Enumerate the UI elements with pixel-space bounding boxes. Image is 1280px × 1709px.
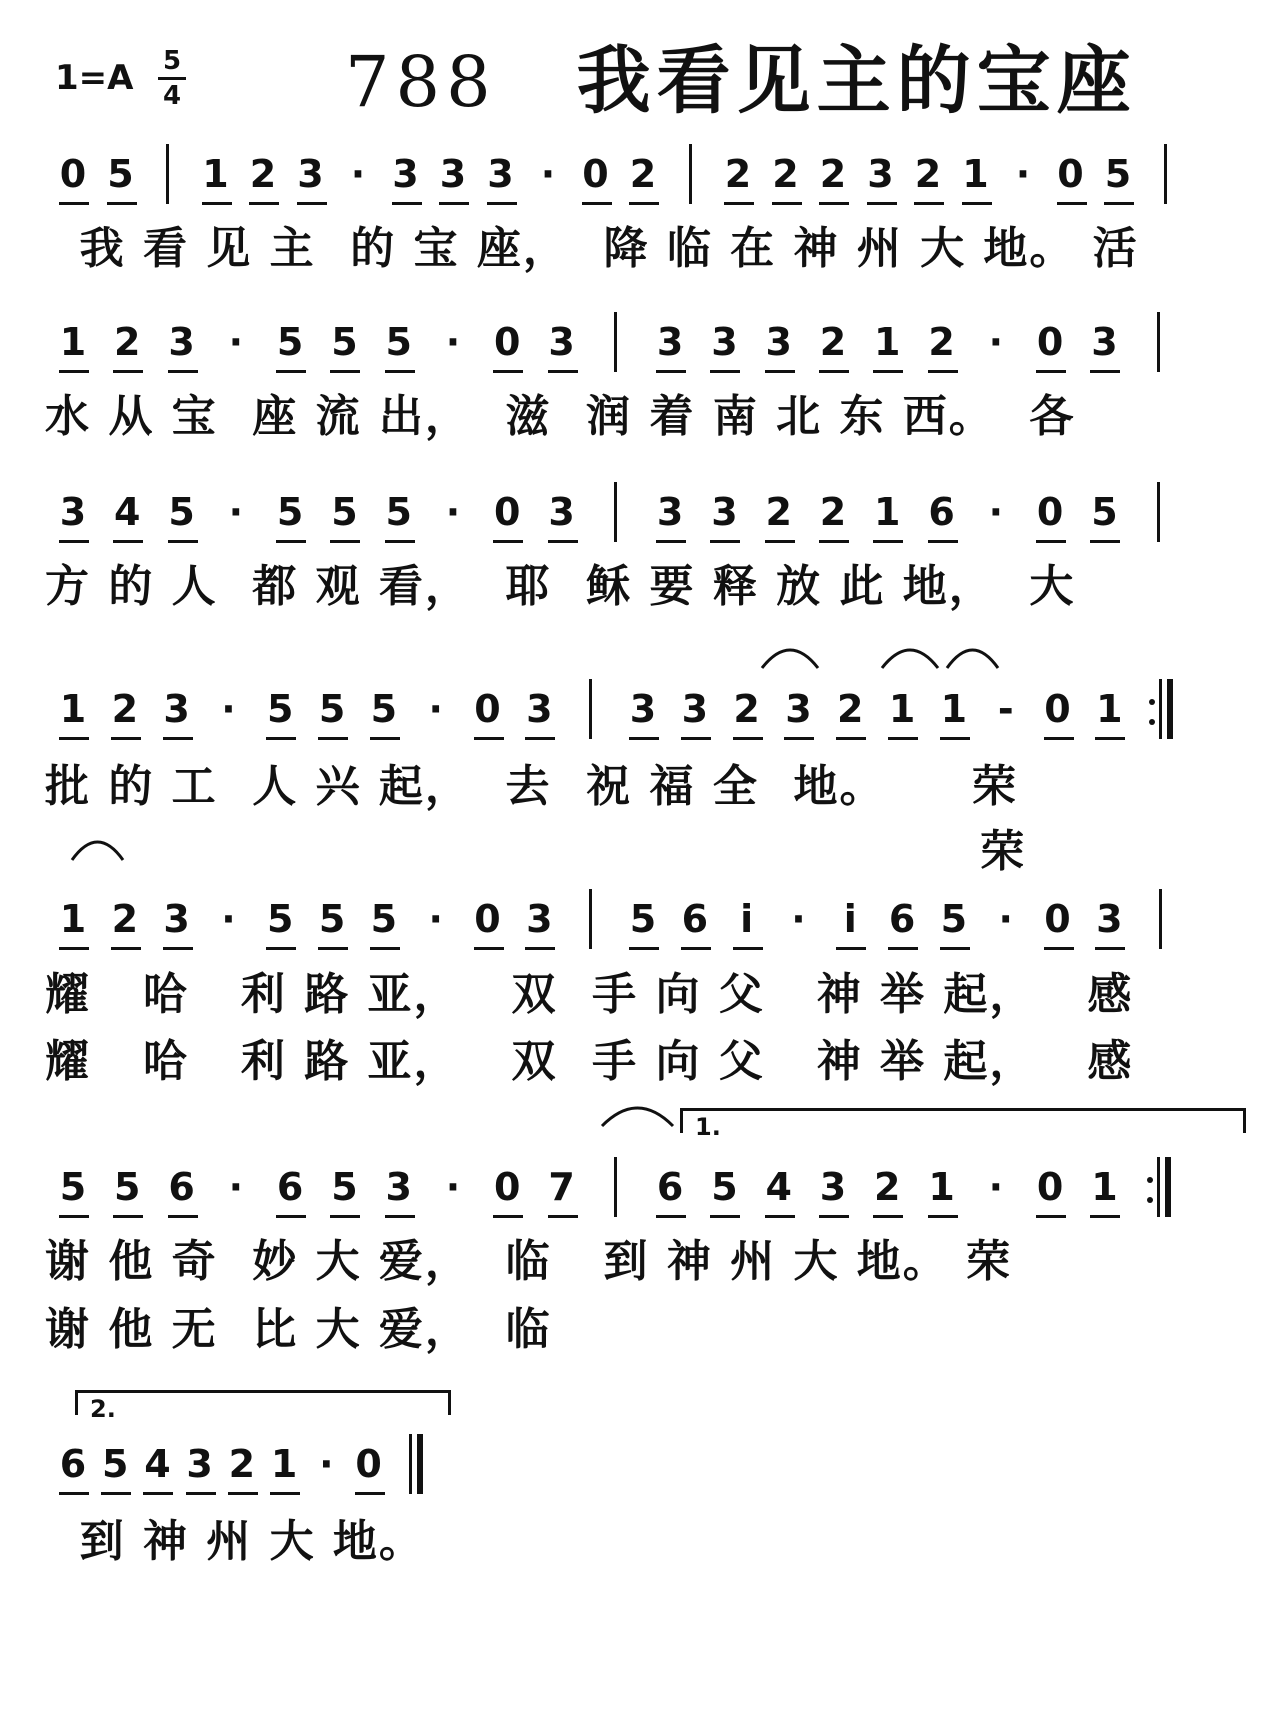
volta-label: 2. xyxy=(90,1395,116,1423)
note: 1 xyxy=(874,490,901,534)
dot: · xyxy=(350,152,366,196)
beam-underline xyxy=(772,202,802,205)
note: 2 xyxy=(629,152,657,196)
beam-underline xyxy=(59,540,89,543)
beam-underline xyxy=(59,202,89,205)
beam-underline xyxy=(819,202,849,205)
note: 0 xyxy=(474,687,501,731)
beam-underline xyxy=(392,202,422,205)
note: 3 xyxy=(656,320,684,364)
beam-underline xyxy=(370,947,400,950)
beam-underline xyxy=(656,370,686,373)
notation-line xyxy=(45,685,1245,745)
note: 5 xyxy=(940,897,968,941)
repeat-dot xyxy=(1147,1197,1153,1203)
lyric-line: 批 的 工 人 兴 起， 去 祝 福 全 地。 荣 xyxy=(45,761,1019,812)
beam-underline xyxy=(266,737,296,740)
note: 2 xyxy=(837,687,864,731)
note: 0 xyxy=(1044,897,1071,941)
beam-underline xyxy=(330,540,360,543)
note: 1 xyxy=(59,897,87,941)
beam-underline xyxy=(318,947,348,950)
lyric-line: 水 从 宝 座 流 出， 滋 润 着 南 北 东 西。 各 xyxy=(45,391,1076,442)
note: 2 xyxy=(819,152,847,196)
note: 5 xyxy=(101,1442,129,1486)
beam-underline xyxy=(656,540,686,543)
note: 4 xyxy=(144,1442,171,1486)
song-title-block xyxy=(345,22,1137,128)
note: 3 xyxy=(681,687,709,731)
note: 3 xyxy=(548,490,575,534)
beam-underline xyxy=(836,737,866,740)
note: 0 xyxy=(582,152,609,196)
lyric-line: 耀 哈 利 路 亚， 双 手 向 父 神 举 起， 感 xyxy=(45,1036,1134,1087)
beam-underline xyxy=(111,947,141,950)
beam-underline xyxy=(629,737,659,740)
lyric-line: 荣 xyxy=(45,826,1027,877)
beam-underline xyxy=(1057,202,1087,205)
note: 3 xyxy=(163,897,190,941)
volta-bracket xyxy=(75,1390,451,1423)
beam-underline xyxy=(710,540,740,543)
beam-underline xyxy=(59,370,89,373)
barline xyxy=(589,889,592,949)
beam-underline xyxy=(493,1215,523,1218)
dot: · xyxy=(319,1442,334,1486)
beam-underline xyxy=(819,540,849,543)
note: 3 xyxy=(548,320,575,364)
dot: · xyxy=(445,490,461,534)
note: 5 xyxy=(1104,152,1132,196)
note: - xyxy=(997,687,1014,731)
note: 3 xyxy=(168,320,195,364)
barline xyxy=(1157,482,1160,542)
note: 6 xyxy=(276,1165,304,1209)
beam-underline xyxy=(276,540,306,543)
beam-underline xyxy=(1044,947,1074,950)
repeat-dot xyxy=(1149,719,1155,725)
note: 5 xyxy=(114,1165,141,1209)
beam-underline xyxy=(733,737,763,740)
dot: · xyxy=(228,490,244,534)
note: 3 xyxy=(711,320,738,364)
note: 5 xyxy=(267,687,294,731)
beam-underline xyxy=(836,947,866,950)
beam-underline xyxy=(276,370,306,373)
beam-underline xyxy=(113,370,143,373)
barline xyxy=(589,679,592,739)
repeat-dot xyxy=(1149,699,1155,705)
beam-underline xyxy=(385,540,415,543)
lyric-line: 我 看 见 主 的 宝 座， 降 临 在 神 州 大 地。 活 xyxy=(45,223,1139,274)
note: 3 xyxy=(629,687,657,731)
note: 0 xyxy=(474,897,501,941)
note: 3 xyxy=(785,687,812,731)
volta-label: 1. xyxy=(695,1113,721,1141)
beam-underline xyxy=(548,1215,578,1218)
dot: · xyxy=(988,490,1004,534)
notation-line xyxy=(45,150,1245,210)
notation-line xyxy=(45,488,1245,548)
notation-line xyxy=(45,318,1245,378)
note: 2 xyxy=(111,687,139,731)
note: 0 xyxy=(1036,320,1064,364)
note: 1 xyxy=(1091,1165,1118,1209)
beam-underline xyxy=(493,370,523,373)
beam-underline xyxy=(297,202,327,205)
beam-underline xyxy=(111,737,141,740)
note: 3 xyxy=(1096,897,1123,941)
beam-underline xyxy=(59,947,89,950)
barline xyxy=(166,144,169,204)
note: 0 xyxy=(355,1442,382,1486)
beam-underline xyxy=(59,1215,89,1218)
note: 3 xyxy=(163,687,190,731)
beam-underline xyxy=(270,1492,300,1495)
note: 0 xyxy=(494,1165,521,1209)
barline xyxy=(1159,889,1162,949)
note: 1 xyxy=(202,152,229,196)
beam-underline xyxy=(1090,1215,1120,1218)
beam-underline xyxy=(914,202,944,205)
note: 3 xyxy=(819,1165,847,1209)
beam-underline xyxy=(330,1215,360,1218)
time-signature-top: 5 xyxy=(162,46,182,76)
note: 1 xyxy=(1096,687,1123,731)
beam-underline xyxy=(101,1492,131,1495)
note: 5 xyxy=(385,320,412,364)
dot: · xyxy=(540,152,556,196)
beam-underline xyxy=(1044,737,1074,740)
beam-underline xyxy=(355,1492,385,1495)
dot: · xyxy=(221,897,236,941)
beam-underline xyxy=(107,202,137,205)
note: 5 xyxy=(331,490,358,534)
beam-underline xyxy=(385,1215,415,1218)
dot: · xyxy=(228,320,244,364)
end-barline xyxy=(409,1434,412,1494)
beam-underline xyxy=(724,202,754,205)
beam-underline xyxy=(765,540,795,543)
note: 6 xyxy=(681,897,709,941)
beam-underline xyxy=(385,370,415,373)
note: 3 xyxy=(186,1442,213,1486)
dot: · xyxy=(988,320,1004,364)
beam-underline xyxy=(1095,737,1125,740)
note: 0 xyxy=(494,320,521,364)
beam-underline xyxy=(168,540,198,543)
note: 0 xyxy=(1044,687,1071,731)
note: 5 xyxy=(59,1165,87,1209)
notation-line xyxy=(45,1163,1245,1223)
beam-underline xyxy=(765,370,795,373)
lyric-line: 谢 他 奇 妙 大 爱， 临 到 神 州 大 地。 荣 xyxy=(45,1236,1013,1287)
beam-underline xyxy=(1095,947,1125,950)
beam-underline xyxy=(873,540,903,543)
note: 0 xyxy=(1036,490,1064,534)
beam-underline xyxy=(168,370,198,373)
beam-underline xyxy=(867,202,897,205)
note: 5 xyxy=(107,152,134,196)
beam-underline xyxy=(784,737,814,740)
note: 3 xyxy=(487,152,514,196)
notation-line xyxy=(45,1440,1245,1500)
beam-underline xyxy=(439,202,469,205)
time-signature-bottom: 4 xyxy=(162,81,182,111)
barline xyxy=(614,312,617,372)
beam-underline xyxy=(143,1492,173,1495)
beam-underline xyxy=(582,202,612,205)
dot: · xyxy=(428,687,443,731)
dot: · xyxy=(428,897,443,941)
note: 5 xyxy=(629,897,657,941)
beam-underline xyxy=(1104,202,1134,205)
note: 5 xyxy=(276,490,304,534)
note: 2 xyxy=(111,897,139,941)
beam-underline xyxy=(629,947,659,950)
note: 4 xyxy=(765,1165,792,1209)
lyric-line: 谢 他 无 比 大 爱， 临 xyxy=(45,1304,552,1355)
dot: · xyxy=(998,897,1013,941)
note: 3 xyxy=(59,490,87,534)
note: 2 xyxy=(724,152,752,196)
note: 3 xyxy=(439,152,467,196)
note: 6 xyxy=(928,490,955,534)
note: 5 xyxy=(318,687,346,731)
dot: · xyxy=(221,687,236,731)
note: 3 xyxy=(711,490,738,534)
slur-arc xyxy=(760,640,820,670)
beam-underline xyxy=(873,1215,903,1218)
lyric-line: 耀 哈 利 路 亚， 双 手 向 父 神 举 起， 感 xyxy=(45,969,1134,1020)
note: 0 xyxy=(1057,152,1084,196)
beam-underline xyxy=(474,947,504,950)
dot: · xyxy=(988,1165,1004,1209)
beam-underline xyxy=(548,540,578,543)
note: 1 xyxy=(59,687,87,731)
note: i xyxy=(843,897,857,941)
note: 2 xyxy=(733,687,760,731)
hymn-number: 788 xyxy=(345,41,497,123)
song-title: 我看见主的宝座 xyxy=(576,38,1137,124)
note: 3 xyxy=(867,152,894,196)
end-barline xyxy=(1167,679,1173,739)
key-signature: 1=A xyxy=(55,58,134,98)
beam-underline xyxy=(276,1215,306,1218)
note: 1 xyxy=(888,687,916,731)
lyric-line: 方 的 人 都 观 看， 耶 稣 要 释 放 此 地， 大 xyxy=(45,561,1076,612)
beam-underline xyxy=(525,947,555,950)
note: 3 xyxy=(392,152,419,196)
beam-underline xyxy=(656,1215,686,1218)
beam-underline xyxy=(163,947,193,950)
beam-underline xyxy=(318,737,348,740)
beam-underline xyxy=(474,737,504,740)
beam-underline xyxy=(163,737,193,740)
note: 2 xyxy=(772,152,799,196)
note: 1 xyxy=(928,1165,955,1209)
end-barline xyxy=(1165,1157,1171,1217)
dot: · xyxy=(791,897,806,941)
beam-underline xyxy=(681,737,711,740)
slur-arc xyxy=(70,832,125,862)
barline xyxy=(689,144,692,204)
beam-underline xyxy=(525,737,555,740)
beam-underline xyxy=(168,1215,198,1218)
note: 5 xyxy=(168,490,195,534)
beam-underline xyxy=(940,737,970,740)
note: 3 xyxy=(526,687,553,731)
note: 3 xyxy=(385,1165,412,1209)
beam-underline xyxy=(228,1492,258,1495)
notation-line xyxy=(45,895,1245,955)
note: 2 xyxy=(249,152,277,196)
beam-underline xyxy=(370,737,400,740)
beam-underline xyxy=(1036,1215,1066,1218)
beam-underline xyxy=(1090,370,1120,373)
note: 2 xyxy=(114,320,141,364)
note: 6 xyxy=(168,1165,195,1209)
beam-underline xyxy=(710,1215,740,1218)
beam-underline xyxy=(928,1215,958,1218)
note: 1 xyxy=(874,320,901,364)
beam-underline xyxy=(1090,540,1120,543)
note: 4 xyxy=(114,490,141,534)
beam-underline xyxy=(681,947,711,950)
beam-underline xyxy=(113,1215,143,1218)
note: i xyxy=(740,897,754,941)
beam-underline xyxy=(888,947,918,950)
note: 2 xyxy=(819,490,847,534)
beam-underline xyxy=(888,737,918,740)
note: 5 xyxy=(267,897,294,941)
volta-bracket xyxy=(680,1108,1246,1141)
note: 5 xyxy=(318,897,346,941)
note: 1 xyxy=(59,320,87,364)
beam-underline xyxy=(493,540,523,543)
lyric-line: 到 神 州 大 地。 xyxy=(45,1516,425,1567)
beam-underline xyxy=(928,540,958,543)
barline xyxy=(1164,144,1167,204)
beam-underline xyxy=(59,737,89,740)
end-barline xyxy=(417,1434,423,1494)
note: 2 xyxy=(928,320,955,364)
beam-underline xyxy=(710,370,740,373)
note: 3 xyxy=(656,490,684,534)
beam-underline xyxy=(733,947,763,950)
beam-underline xyxy=(629,202,659,205)
beam-underline xyxy=(873,370,903,373)
beam-underline xyxy=(249,202,279,205)
note: 2 xyxy=(765,490,792,534)
time-signature xyxy=(158,48,186,109)
slur-arc xyxy=(600,1098,675,1128)
barline xyxy=(1157,312,1160,372)
beam-underline xyxy=(940,947,970,950)
note: 5 xyxy=(331,1165,358,1209)
barline xyxy=(614,482,617,542)
note: 0 xyxy=(59,152,87,196)
barline xyxy=(614,1157,617,1217)
beam-underline xyxy=(819,370,849,373)
note: 3 xyxy=(1091,320,1118,364)
note: 5 xyxy=(385,490,412,534)
note: 3 xyxy=(297,152,324,196)
dot: · xyxy=(445,1165,461,1209)
note: 0 xyxy=(494,490,521,534)
dot: · xyxy=(445,320,461,364)
dot: · xyxy=(228,1165,244,1209)
beam-underline xyxy=(186,1492,216,1495)
note: 6 xyxy=(656,1165,684,1209)
slur-arc xyxy=(880,640,940,670)
beam-underline xyxy=(1036,370,1066,373)
note: 0 xyxy=(1036,1165,1064,1209)
beam-underline xyxy=(765,1215,795,1218)
beam-underline xyxy=(113,540,143,543)
note: 5 xyxy=(1091,490,1118,534)
note: 2 xyxy=(874,1165,901,1209)
note: 2 xyxy=(914,152,942,196)
note: 7 xyxy=(548,1165,575,1209)
beam-underline xyxy=(487,202,517,205)
repeat-dot xyxy=(1147,1177,1153,1183)
beam-underline xyxy=(59,1492,89,1495)
note: 3 xyxy=(765,320,792,364)
beam-underline xyxy=(928,370,958,373)
beam-underline xyxy=(202,202,232,205)
note: 6 xyxy=(59,1442,87,1486)
note: 5 xyxy=(370,687,398,731)
note: 5 xyxy=(711,1165,738,1209)
dot: · xyxy=(1015,152,1031,196)
end-barline xyxy=(1157,1157,1160,1217)
note: 2 xyxy=(228,1442,256,1486)
note: 1 xyxy=(270,1442,298,1486)
beam-underline xyxy=(962,202,992,205)
note: 1 xyxy=(940,687,968,731)
slur-arc xyxy=(945,640,1000,670)
beam-underline xyxy=(1036,540,1066,543)
beam-underline xyxy=(548,370,578,373)
note: 6 xyxy=(888,897,916,941)
end-barline xyxy=(1159,679,1162,739)
note: 2 xyxy=(819,320,847,364)
beam-underline xyxy=(330,370,360,373)
beam-underline xyxy=(266,947,296,950)
note: 3 xyxy=(526,897,553,941)
note: 5 xyxy=(276,320,304,364)
note: 1 xyxy=(962,152,989,196)
note: 5 xyxy=(370,897,398,941)
note: 5 xyxy=(331,320,358,364)
beam-underline xyxy=(819,1215,849,1218)
